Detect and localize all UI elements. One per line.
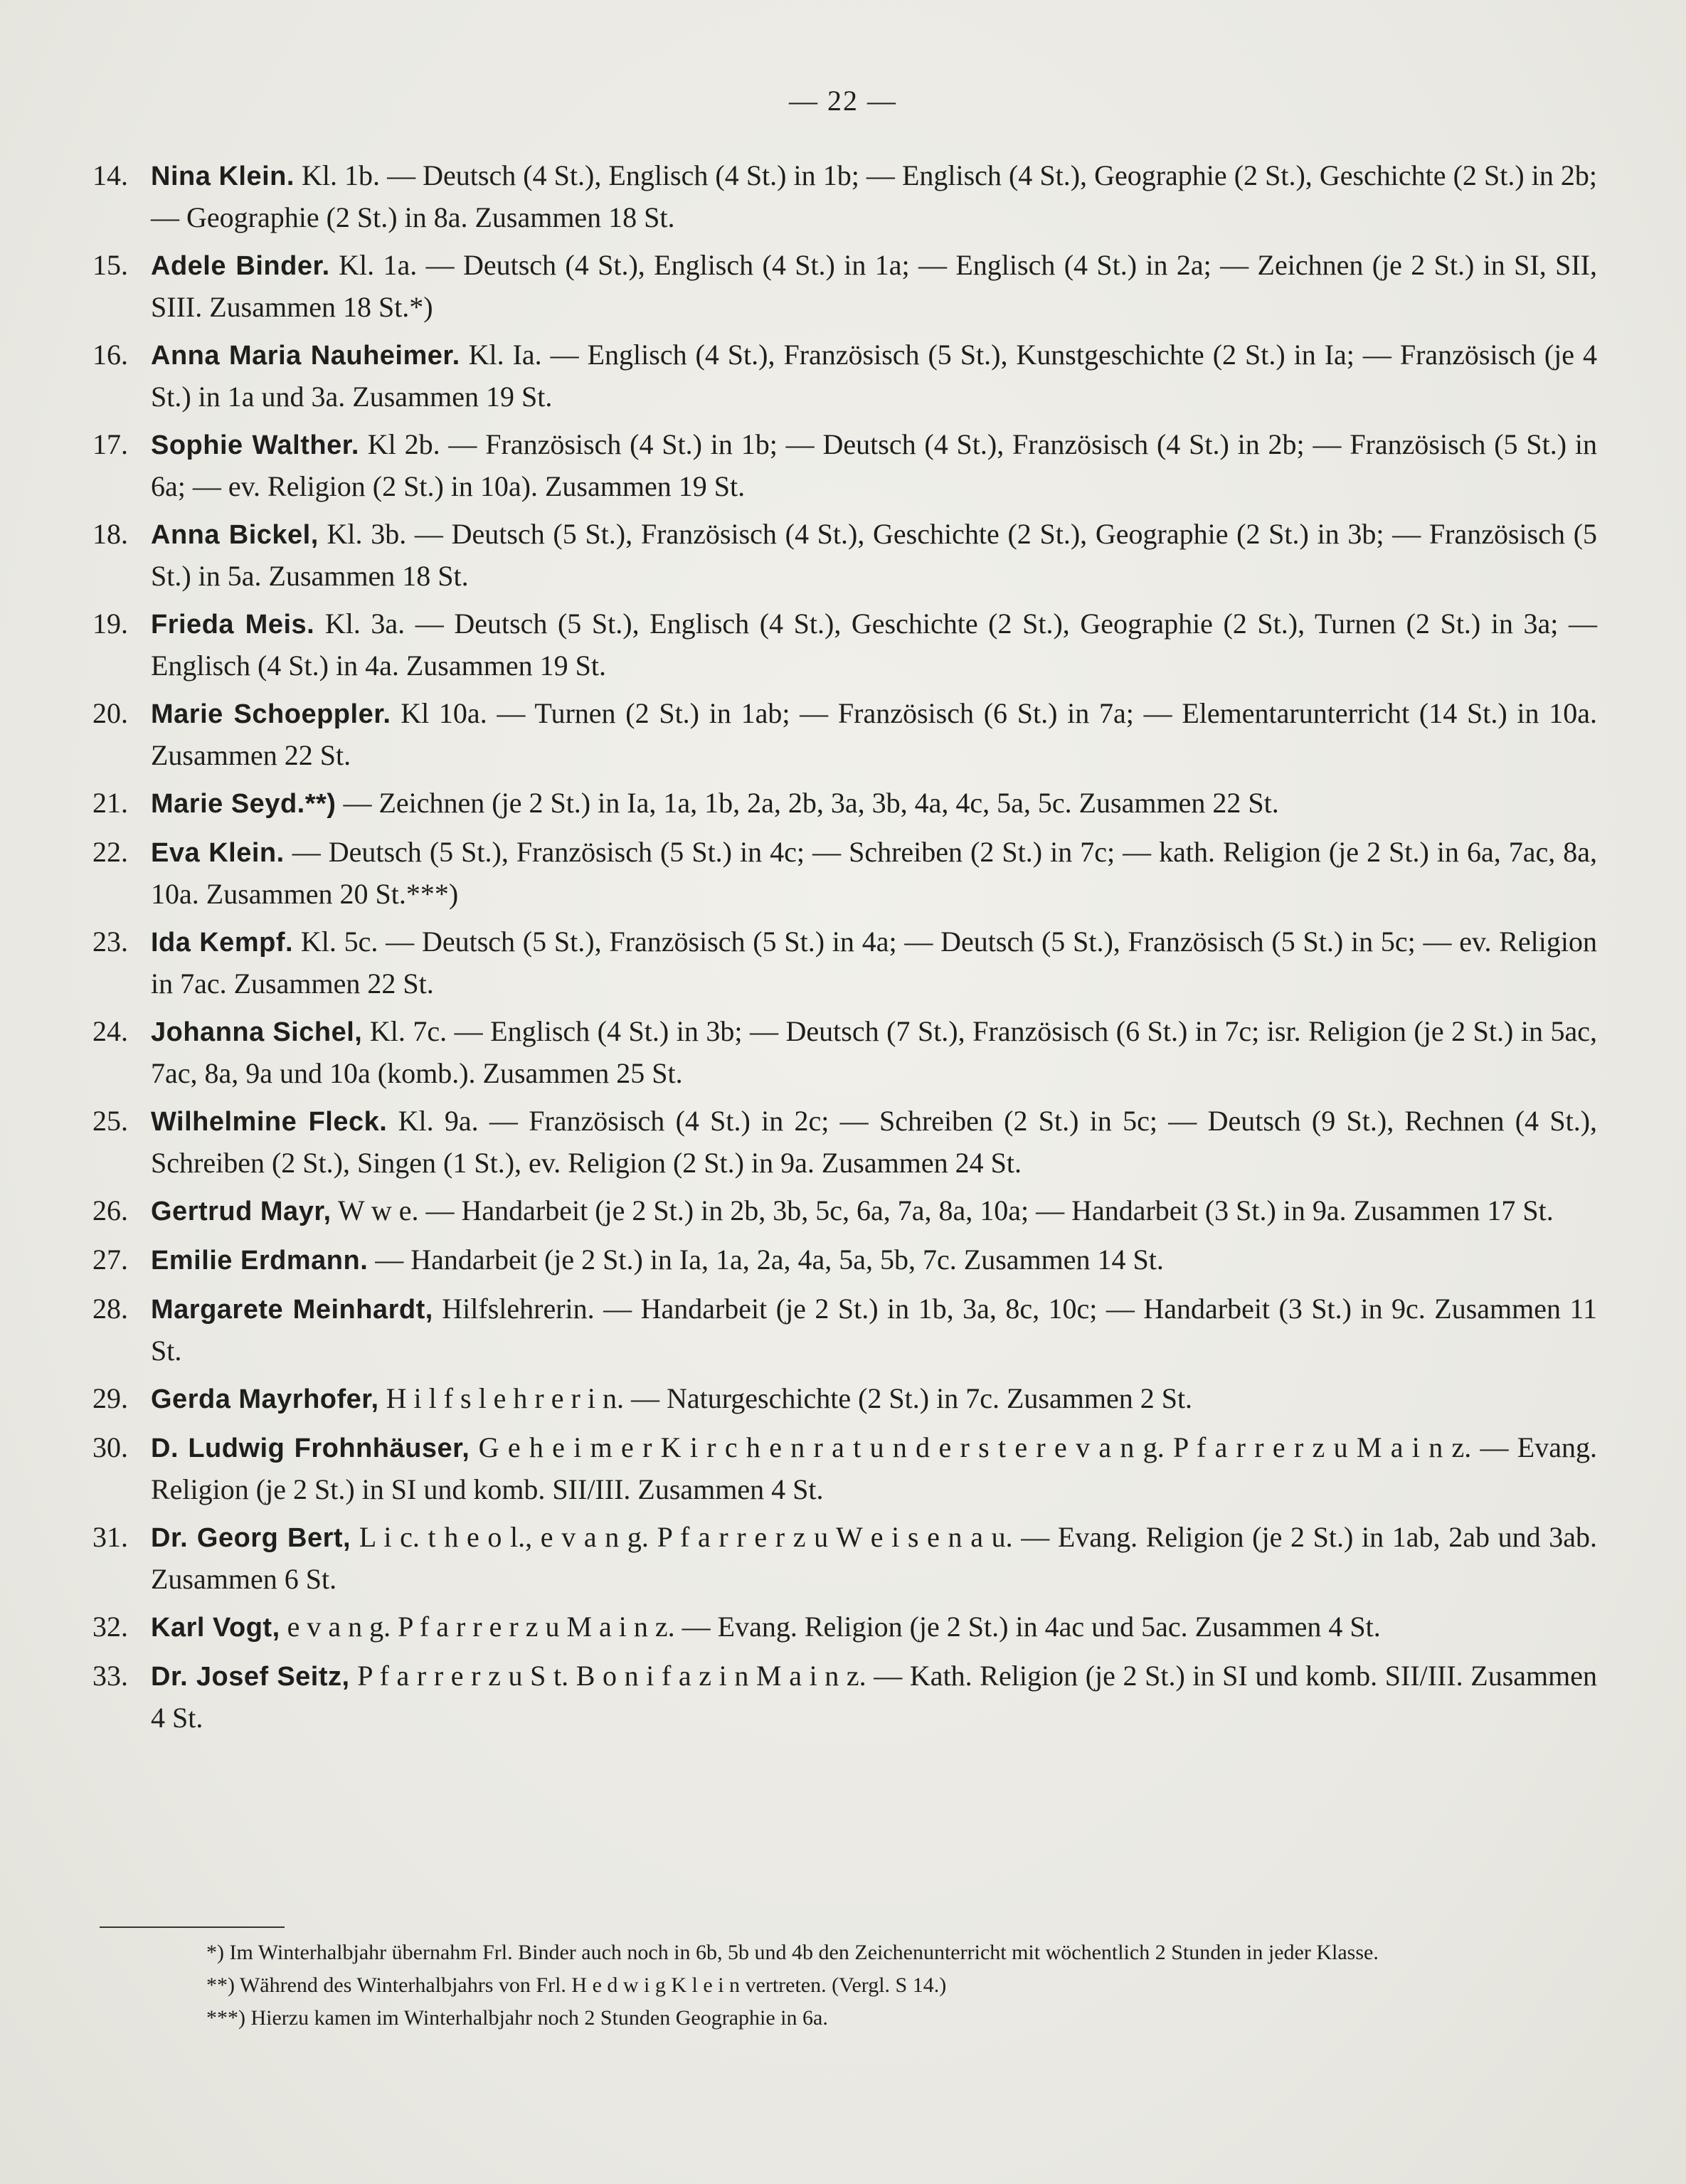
entry-name: Wilhelmine Fleck.: [151, 1107, 388, 1137]
staff-list: [92, 155, 1597, 1745]
entry-text: L i c. t h e o l., e v a n g. P f a r r e r z u W e i s e n a u. — Evang. Religion (je 2 St.) in 1ab, 2ab und 3ab. Zusammen 6 St.: [151, 1521, 1598, 1595]
entry-name: Ida Kempf.: [151, 928, 294, 958]
entry-number: 30.: [92, 1431, 128, 1463]
entry-text: Hilfslehrerin. — Handarbeit (je 2 St.) in 1b, 3a, 8c, 10c; — Handarbeit (3 St.) in 9c. Zusammen 11 St.: [151, 1293, 1597, 1367]
entry-name: Karl Vogt,: [151, 1613, 280, 1643]
entry-text: G e h e i m e r K i r c h e n r a t u n d e r s t e r e v a n g. P f a r r e r z u M a i n z. — Evang. Religion (je 2 St.) in SI und komb. SII/III. Zusammen 4 St.: [151, 1431, 1597, 1505]
list-item: [92, 155, 1597, 238]
list-item: [92, 1655, 1597, 1738]
entry-text: — Zeichnen (je 2 St.) in Ia, 1a, 1b, 2a, 2b, 3a, 3b, 4a, 4c, 5a, 5c. Zusammen 22 St.: [343, 787, 1279, 819]
entry-name: Eva Klein.: [151, 838, 285, 868]
entry-text: Kl. 1a. — Deutsch (4 St.), Englisch (4 St.) in 1a; — Englisch (4 St.) in 2a; — Zeichnen (je 2 St.) in SI, SII, SIII. Zusammen 18 St.*): [151, 249, 1597, 323]
list-item: [92, 603, 1597, 686]
footnote: **) Während des Winterhalbjahrs von Frl. H e d w i g K l e i n vertreten. (Vergl. S 14.): [206, 1973, 947, 1997]
list-item: [92, 1101, 1597, 1183]
entry-name: Dr. Josef Seitz,: [151, 1662, 350, 1692]
entry-name: Anna Maria Nauheimer.: [151, 341, 460, 371]
list-item: [92, 693, 1597, 775]
entry-number: 15.: [92, 249, 128, 281]
entry-name: Marie Seyd.**): [151, 789, 336, 819]
entry-name: Gerda Mayrhofer,: [151, 1384, 379, 1414]
list-item: [92, 334, 1597, 417]
entry-text: Kl. 9a. — Französisch (4 St.) in 2c; — Schreiben (2 St.) in 5c; — Deutsch (9 St.), Rechnen (4 St.), Schreiben (2 St.), Singen (1 St.), ev. Religion (2 St.) in 9a. Zusammen 24 St.: [151, 1105, 1598, 1179]
entry-text: Kl. 3a. — Deutsch (5 St.), Englisch (4 St.), Geschichte (2 St.), Geographie (2 St.), Turnen (2 St.) in 3a; — Englisch (4 St.) in 4a. Zusammen 19 St.: [151, 608, 1597, 682]
list-item: [92, 245, 1597, 327]
entry-number: 19.: [92, 608, 128, 640]
footnote-divider: [100, 1926, 285, 1928]
entry-name: Anna Bickel,: [151, 520, 319, 550]
list-item: [92, 1517, 1597, 1599]
entry-name: Marie Schoeppler.: [151, 699, 391, 729]
entry-number: 24.: [92, 1015, 128, 1047]
list-item: [92, 1606, 1597, 1648]
entry-text: W w e. — Handarbeit (je 2 St.) in 2b, 3b, 5c, 6a, 7a, 8a, 10a; — Handarbeit (3 St.) in 9a. Zusammen 17 St.: [337, 1194, 1554, 1226]
entry-name: Gertrud Mayr,: [151, 1197, 332, 1226]
entry-number: 25.: [92, 1105, 128, 1137]
entry-number: 26.: [92, 1194, 128, 1226]
list-item: [92, 921, 1597, 1004]
entry-number: 32.: [92, 1611, 128, 1643]
list-item: [92, 1427, 1597, 1510]
entry-text: Kl. 1b. — Deutsch (4 St.), Englisch (4 St.) in 1b; — Englisch (4 St.), Geographie (2 St.), Geschichte (2 St.) in 2b; — Geographie (2 St.) in 8a. Zusammen 18 St.: [151, 159, 1597, 233]
entry-number: 16.: [92, 339, 128, 371]
entry-text: e v a n g. P f a r r e r z u M a i n z. — Evang. Religion (je 2 St.) in 4ac und 5ac. Zusammen 4 St.: [287, 1611, 1381, 1643]
entry-name: Sophie Walther.: [151, 430, 359, 460]
entry-number: 27.: [92, 1244, 128, 1276]
entry-text: H i l f s l e h r e r i n. — Naturgeschichte (2 St.) in 7c. Zusammen 2 St.: [386, 1382, 1193, 1414]
entry-number: 18.: [92, 518, 128, 550]
entry-number: 33.: [92, 1660, 128, 1692]
list-item: [92, 1239, 1597, 1281]
entry-name: Dr. Georg Bert,: [151, 1523, 351, 1553]
entry-text: Kl. 5c. — Deutsch (5 St.), Französisch (5 St.) in 4a; — Deutsch (5 St.), Französisch (5 St.) in 5c; — ev. Religion in 7ac. Zusammen 22 St.: [151, 926, 1598, 1000]
footnote: *) Im Winterhalbjahr übernahm Frl. Binder auch noch in 6b, 5b und 4b den Zeichenunterricht mit wöchentlich 2 Stunden in jeder Klasse.: [206, 1941, 1379, 1964]
footnote: ***) Hierzu kamen im Winterhalbjahr noch 2 Stunden Geographie in 6a.: [206, 2006, 828, 2030]
entry-text: Kl 2b. — Französisch (4 St.) in 1b; — Deutsch (4 St.), Französisch (4 St.) in 2b; — Französisch (5 St.) in 6a; — ev. Religion (2 St.) in 10a). Zusammen 19 St.: [151, 428, 1597, 502]
list-item: [92, 424, 1597, 507]
entry-name: Johanna Sichel,: [151, 1017, 363, 1047]
entry-number: 20.: [92, 697, 128, 729]
list-item: [92, 1288, 1597, 1371]
entry-name: D. Ludwig Frohnhäuser,: [151, 1433, 470, 1463]
entry-text: P f a r r e r z u S t. B o n i f a z i n M a i n z. — Kath. Religion (je 2 St.) in SI und komb. SII/III. Zusammen 4 St.: [151, 1660, 1598, 1734]
list-item: [92, 832, 1597, 914]
entry-number: 17.: [92, 428, 128, 460]
entry-number: 29.: [92, 1382, 128, 1414]
list-item: [92, 1190, 1597, 1232]
entry-number: 21.: [92, 787, 128, 819]
entry-number: 31.: [92, 1521, 128, 1553]
entry-number: 23.: [92, 926, 128, 958]
entry-text: — Deutsch (5 St.), Französisch (5 St.) in 4c; — Schreiben (2 St.) in 7c; — kath. Religion (je 2 St.) in 6a, 7ac, 8a, 10a. Zusammen 20 St.***): [151, 836, 1598, 910]
entry-name: Adele Binder.: [151, 251, 330, 281]
entry-text: Kl. Ia. — Englisch (4 St.), Französisch (5 St.), Kunstgeschichte (2 St.) in Ia; — Französisch (je 4 St.) in 1a und 3a. Zusammen 19 St.: [151, 339, 1598, 413]
page-number: — 22 —: [789, 85, 897, 117]
entry-text: Kl. 3b. — Deutsch (5 St.), Französisch (4 St.), Geschichte (2 St.), Geographie (2 St.) in 3b; — Französisch (5 St.) in 5a. Zusammen 18 St.: [151, 518, 1598, 592]
entry-number: 28.: [92, 1293, 128, 1325]
list-item: [92, 1378, 1597, 1420]
footnotes: [100, 1936, 1597, 2035]
list-item: [92, 1011, 1597, 1093]
entry-name: Emilie Erdmann.: [151, 1246, 369, 1276]
entry-name: Margarete Meinhardt,: [151, 1295, 433, 1325]
list-item: [92, 783, 1597, 825]
entry-text: Kl. 7c. — Englisch (4 St.) in 3b; — Deutsch (7 St.), Französisch (6 St.) in 7c; isr. Religion (je 2 St.) in 5ac, 7ac, 8a, 9a und 10a (komb.). Zusammen 25 St.: [151, 1015, 1597, 1089]
entry-number: 14.: [92, 159, 128, 191]
entry-text: — Handarbeit (je 2 St.) in Ia, 1a, 2a, 4a, 5a, 5b, 7c. Zusammen 14 St.: [375, 1244, 1164, 1276]
entry-text: Kl 10a. — Turnen (2 St.) in 1ab; — Französisch (6 St.) in 7a; — Elementarunterricht (14 St.) in 10a. Zusammen 22 St.: [151, 697, 1597, 771]
list-item: [92, 514, 1597, 596]
entry-name: Frieda Meis.: [151, 610, 315, 640]
entry-name: Nina Klein.: [151, 161, 295, 191]
entry-number: 22.: [92, 836, 128, 868]
